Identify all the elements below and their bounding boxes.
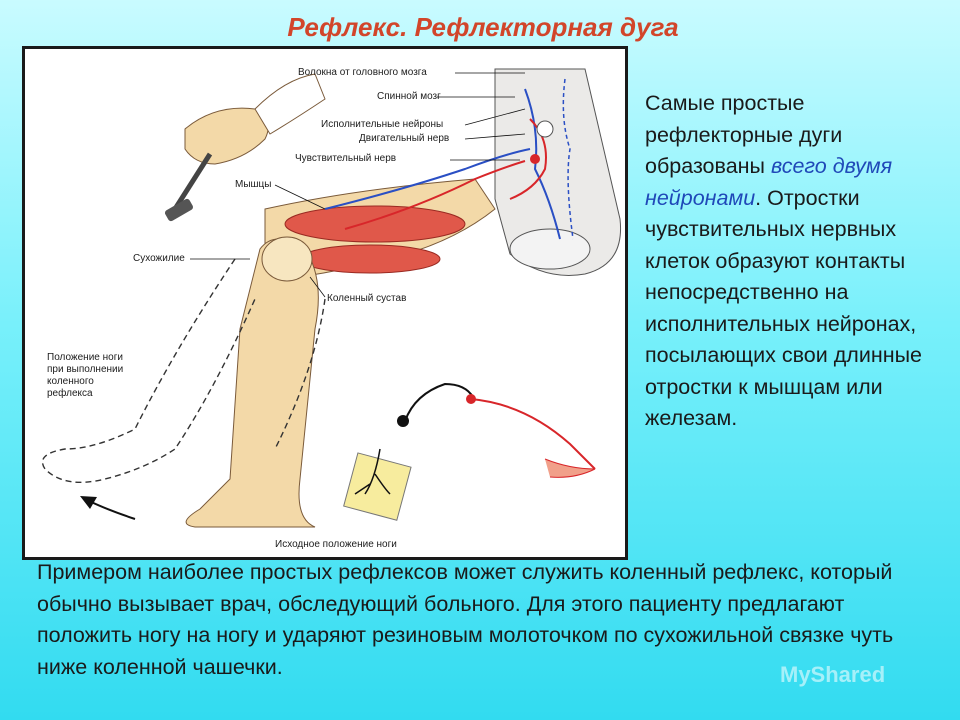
label-brain-fibers: Волокна от головного мозга [298, 67, 427, 78]
side-description [645, 88, 955, 435]
side-text-part1: Самые простые рефлекторные дуги образованы [645, 91, 843, 178]
label-leg-position: Положение ноги при выполнении коленного рефлекса [47, 352, 124, 399]
spinal-cord-section [495, 69, 621, 275]
reflex-hammer-icon [164, 154, 210, 222]
watermark: MyShared [780, 662, 886, 687]
label-sensory-nerve: Чувствительный нерв [295, 153, 397, 164]
hand-icon [185, 74, 325, 164]
reflex-arc-figure [22, 46, 628, 560]
label-motor-nerve: Двигательный нерв [359, 133, 450, 144]
leg-initial [186, 237, 318, 527]
label-executive-neurons: Исполнительные нейроны [321, 119, 444, 130]
label-initial-position: Исходное положение ноги [275, 539, 397, 550]
label-spinal-cord: Спинной мозг [377, 91, 441, 102]
side-text-part2: . Отростки чувствительных нервных клеток образуют контакты непосредственно на исполнительных нейронах, посылающих свои длинные отростки к мышцам или железам. [645, 185, 922, 430]
label-knee-joint: Коленный сустав [327, 293, 407, 304]
label-tendon: Сухожилие [133, 253, 185, 264]
label-muscles: Мышцы [235, 179, 272, 190]
side-text-highlight: всего двумя нейронами [645, 154, 893, 210]
bottom-description: Примером наиболее простых рефлексов может служить коленный рефлекс, который обычно вызывает врач, обследующий больного. Для этого пациенту предлагают положить ногу на ногу и ударяют резиновым молоточком по сухожильной связке чуть ниже коленной чашечки. [37, 560, 894, 679]
slide-title: Рефлекс. Рефлекторная дуга [287, 12, 679, 42]
gland-icon [344, 449, 411, 520]
neuron-icon [397, 384, 595, 477]
